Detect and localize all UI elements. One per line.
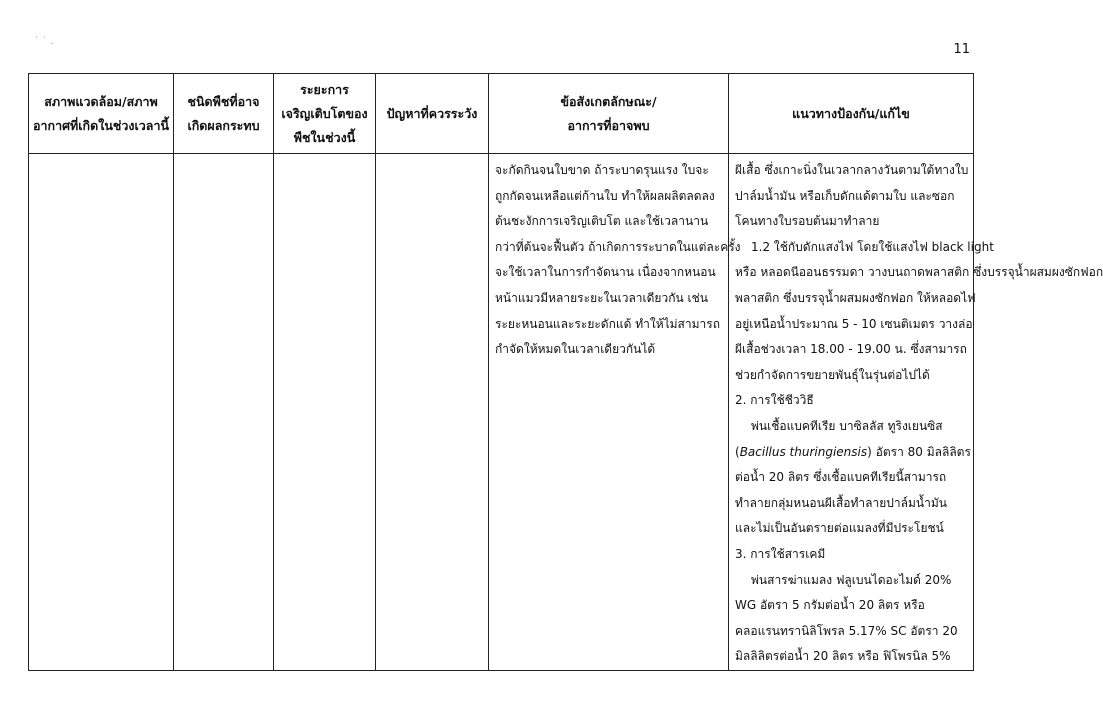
symptoms-line: กำจัดให้หมดในเวลาเดียวกันได้ — [495, 342, 656, 357]
header-affected-crop: ชนิดพืชที่อาจ เกิดผลกระทบ — [174, 74, 274, 154]
prevention-line: อยู่เหนือน้ำประมาณ 5 - 10 เซนติเมตร วางล่อ — [735, 316, 973, 331]
prevention-line: ผีเสื้อช่วงเวลา 18.00 - 19.00 น. ซึ่งสามารถ — [735, 342, 967, 357]
prevention-line: WG อัตรา 5 กรัมต่อน้ำ 20 ลิตร หรือ — [735, 598, 925, 613]
prevention-line: คลอแรนทรานิลิโพรล 5.17% SC อัตรา 20 — [735, 623, 958, 638]
header-growth-stage: ระยะการ เจริญเติบโตของ พืชในช่วงนี้ — [274, 74, 376, 154]
cell-growth-stage — [274, 154, 376, 671]
symptoms-line: จะใช้เวลาในการกำจัดนาน เนื่องจากหนอน — [495, 265, 716, 280]
symptoms-line: ต้นชะงักการเจริญเติบโต และใช้เวลานาน — [495, 214, 709, 229]
cell-symptoms — [489, 154, 741, 671]
table-row — [29, 154, 974, 671]
table-header-row — [29, 74, 974, 154]
cell-affected-crop — [174, 154, 274, 671]
prevention-line: ปาล์มน้ำมัน หรือเก็บดักแด้ตามใบ และซอก — [735, 188, 955, 203]
prevention-line: 2. การใช้ชีววิธี — [735, 393, 814, 408]
prevention-line: 3. การใช้สารเคมี — [735, 546, 826, 561]
prevention-line: โคนทางใบรอบต้นมาทำลาย — [735, 214, 880, 229]
symptoms-line: ระยะหนอนและระยะดักแด้ ทำให้ไม่สามารถ — [495, 316, 720, 331]
symptoms-line: ถูกกัดจนเหลือแต่ก้านใบ ทำให้ผลผลิตลดลง — [495, 188, 715, 203]
prevention-line: หรือ หลอดนีออนธรรมดา วางบนถาดพลาสติก ซึ่งบรรจุน้ำผสมผงซักฟอก — [735, 265, 1103, 280]
prevention-line: (Bacillus thuringiensis) อัตรา 80 มิลลิลิตร — [735, 444, 971, 459]
symptoms-line: หน้าแมวมีหลายระยะในเวลาเดียวกัน เช่น — [495, 290, 708, 305]
header-problems: ปัญหาที่ควรระวัง — [376, 74, 489, 154]
prevention-line: ต่อน้ำ 20 ลิตร ซึ่งเชื้อแบคทีเรียนี้สามารถ — [735, 470, 947, 485]
prevention-line: มิลลิลิตรต่อน้ำ 20 ลิตร หรือ ฟิโพรนิล 5% — [735, 649, 951, 664]
prevention-line: พ่นสารฆ่าแมลง ฟลูเบนไดอะไมด์ 20% — [751, 572, 952, 587]
symptoms-line: กว่าที่ต้นจะฟื้นตัว ถ้าเกิดการระบาดในแต่ละครั้ง — [495, 239, 741, 254]
prevention-line: และไม่เป็นอันตรายต่อแมลงที่มีประโยชน์ — [735, 521, 944, 536]
prevention-line: ช่วยกำจัดการขยายพันธุ์ในรุ่นต่อไปได้ — [735, 367, 930, 382]
header-environment: สภาพแวดล้อม/สภาพ อากาศที่เกิดในช่วงเวลานี้ — [29, 74, 174, 154]
symptoms-line: จะกัดกินจนใบขาด ถ้าระบาดรุนแรง ใบจะ — [495, 163, 709, 177]
prevention-line: ผีเสื้อ ซึ่งเกาะนิ่งในเวลากลางวันตามใต้ทางใบ — [735, 163, 969, 177]
scan-mark-top: ˙ ˙ . — [34, 36, 54, 47]
prevention-line: พลาสติก ซึ่งบรรจุน้ำผสมผงซักฟอก ให้หลอดไฟ — [735, 290, 976, 305]
prevention-line: 1.2 ใช้กับดักแสงไฟ โดยใช้แสงไฟ black light — [751, 239, 994, 254]
header-symptoms: ข้อสังเกตลักษณะ/ อาการที่อาจพบ — [489, 74, 729, 154]
cell-environment — [29, 154, 174, 671]
page-number: 11 — [953, 42, 970, 57]
document-table — [28, 73, 1103, 671]
cell-problems — [376, 154, 489, 671]
prevention-line: ทำลายกลุ่มหนอนผีเสื้อทำลายปาล์มน้ำมัน — [735, 495, 947, 510]
header-prevention: แนวทางป้องกัน/แก้ไข — [729, 74, 974, 154]
scientific-name: Bacillus thuringiensis — [739, 444, 868, 459]
cell-prevention — [729, 154, 1103, 671]
prevention-line: พ่นเชื้อแบคทีเรีย บาซิลลัส ทูริงเยนซิส — [751, 418, 943, 433]
